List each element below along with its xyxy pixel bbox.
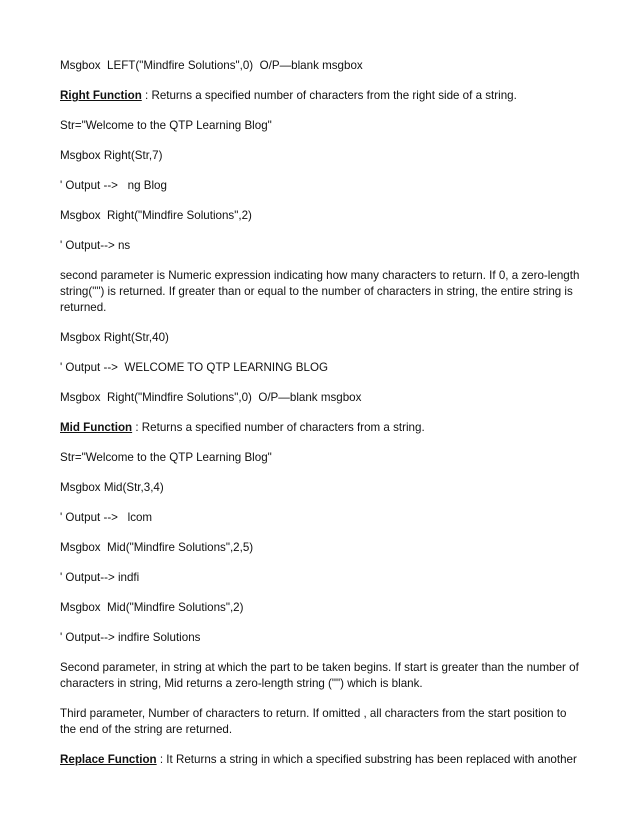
code-line-right-mindfire-2: Msgbox Right("Mindfire Solutions",2): [60, 209, 252, 222]
code-line-mid-mindfire-2-5: Msgbox Mid("Mindfire Solutions",2,5): [60, 541, 254, 554]
explanation-right-second-parameter: second parameter is Numeric expression indicating how many characters to return. If 0, a zero-length string("") is returned. If greater than or equal to the number of characters in string, the entire string is returned.: [60, 269, 580, 314]
code-line-right-mindfire-0: Msgbox Right("Mindfire Solutions",0) O/P—blank msgbox: [60, 391, 362, 404]
mid-function-heading-line: [60, 420, 580, 436]
code-line-right-str-7: Msgbox Right(Str,7): [60, 149, 163, 162]
mid-function-description: : Returns a specified number of characters from a string.: [132, 421, 425, 434]
right-function-heading-line: [60, 88, 580, 104]
code-line-str-assign: Str="Welcome to the QTP Learning Blog": [60, 119, 272, 132]
replace-function-description: : It Returns a string in which a specified substring has been replaced with another: [156, 753, 577, 766]
replace-function-heading-line: [60, 752, 580, 768]
output-line-indfire-solutions: ' Output--> indfire Solutions: [60, 631, 201, 644]
output-line-lcom: ' Output --> lcom: [60, 511, 153, 524]
mid-function-title: Mid Function: [60, 421, 133, 434]
right-function-description: : Returns a specified number of characters from the right side of a string.: [141, 89, 517, 102]
output-line-indfi: ' Output--> indfi: [60, 571, 140, 584]
document-page: [60, 58, 580, 782]
replace-function-title: Replace Function: [60, 753, 157, 766]
code-line-mid-mindfire-2: Msgbox Mid("Mindfire Solutions",2): [60, 601, 244, 614]
code-line-str-assign-2: Str="Welcome to the QTP Learning Blog": [60, 451, 272, 464]
code-line-right-str-40: Msgbox Right(Str,40): [60, 331, 169, 344]
code-line-mid-str-3-4: Msgbox Mid(Str,3,4): [60, 481, 164, 494]
code-line-left-zero: Msgbox LEFT("Mindfire Solutions",0) O/P—blank msgbox: [60, 59, 363, 72]
output-line-ng-blog: ' Output --> ng Blog: [60, 179, 167, 192]
output-line-welcome-uppercase: ' Output --> WELCOME TO QTP LEARNING BLOG: [60, 361, 328, 374]
explanation-mid-second-parameter: Second parameter, in string at which the part to be taken begins. If start is greater than the number of characters in string, Mid returns a zero-length string ("") which is blank.: [60, 661, 579, 690]
right-function-title: Right Function: [60, 89, 142, 102]
output-line-ns: ' Output--> ns: [60, 239, 131, 252]
explanation-mid-third-parameter: Third parameter, Number of characters to return. If omitted , all characters from the start position to the end of the string are returned.: [60, 707, 567, 736]
